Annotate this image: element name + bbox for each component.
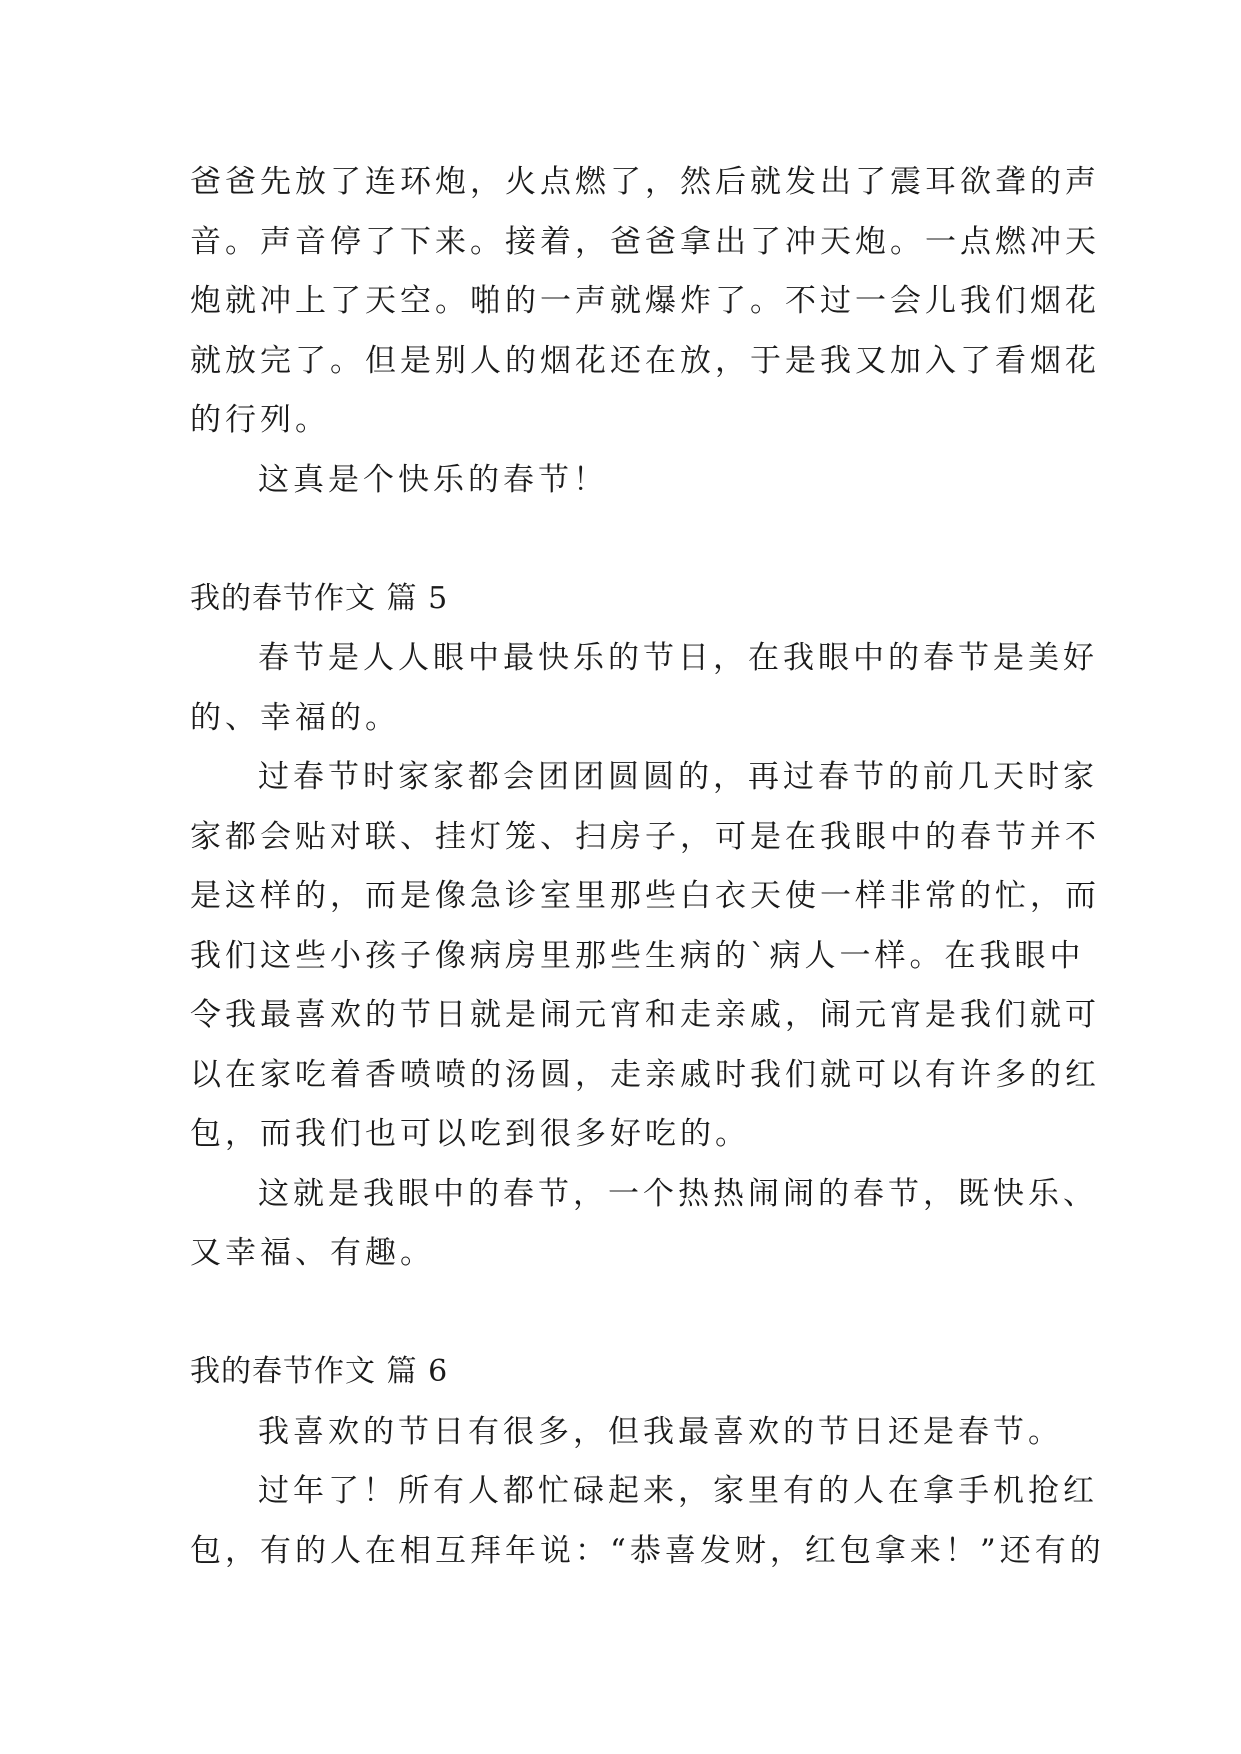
paragraph-line: 以在家吃着香喷喷的汤圆，走亲戚时我们就可以有许多的红 — [190, 1057, 1100, 1093]
paragraph-line: 包，而我们也可以吃到很多好吃的。 — [190, 1116, 750, 1152]
paragraph-line: 春节是人人眼中最快乐的节日，在我眼中的春节是美好 — [258, 640, 1098, 676]
paragraph-line: 家都会贴对联、挂灯笼、扫房子，可是在我眼中的春节并不 — [190, 819, 1100, 855]
paragraph-line: 令我最喜欢的节日就是闹元宵和走亲戚，闹元宵是我们就可 — [190, 997, 1100, 1033]
paragraph-line: 过春节时家家都会团团圆圆的，再过春节的前几天时家 — [258, 759, 1098, 795]
paragraph-line: 音。声音停了下来。接着，爸爸拿出了冲天炮。一点燃冲天 — [190, 224, 1100, 260]
paragraph-line: 我们这些小孩子像病房里那些生病的`病人一样。在我眼中 — [190, 938, 1085, 974]
paragraph-line: 炮就冲上了天空。啪的一声就爆炸了。不过一会儿我们烟花 — [190, 283, 1100, 319]
paragraph-line: 是这样的，而是像急诊室里那些白衣天使一样非常的忙，而 — [190, 878, 1100, 914]
paragraph-line: 爸爸先放了连环炮，火点燃了，然后就发出了震耳欲聋的声 — [190, 164, 1100, 200]
closing-line: 这真是个快乐的春节！ — [258, 462, 608, 498]
paragraph-line: 的、幸福的。 — [190, 700, 400, 736]
paragraph-line: 过年了！所有人都忙碌起来，家里有的人在拿手机抢红 — [258, 1473, 1098, 1509]
paragraph-line: 就放完了。但是别人的烟花还在放，于是我又加入了看烟花 — [190, 343, 1100, 379]
paragraph-line: 这就是我眼中的春节，一个热热闹闹的春节，既快乐、 — [258, 1176, 1098, 1212]
paragraph-line: 包，有的人在相互拜年说：“恭喜发财，红包拿来！”还有的 — [190, 1533, 1105, 1569]
paragraph-line: 的行列。 — [190, 402, 330, 438]
section-heading: 我的春节作文 篇 5 — [190, 581, 449, 616]
paragraph-line: 我喜欢的节日有很多，但我最喜欢的节日还是春节。 — [258, 1414, 1063, 1450]
section-heading: 我的春节作文 篇 6 — [190, 1354, 449, 1389]
paragraph-line: 又幸福、有趣。 — [190, 1235, 435, 1271]
